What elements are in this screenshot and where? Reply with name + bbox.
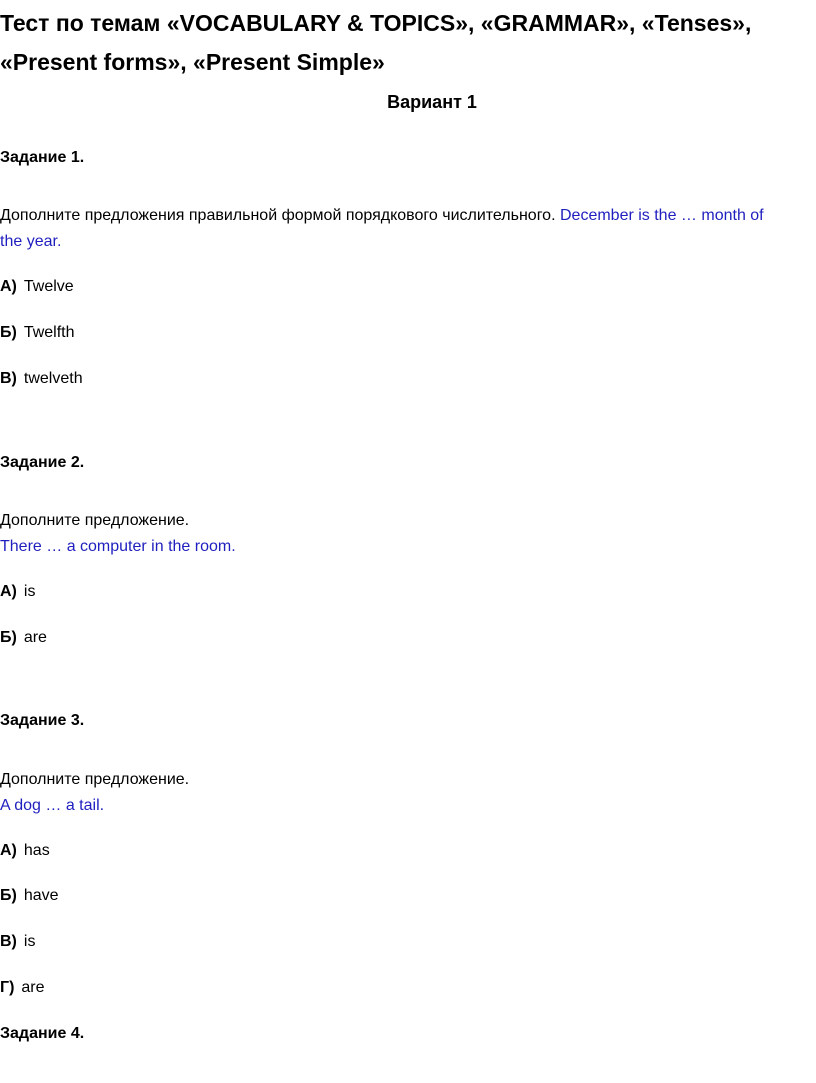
task-2-option-b[interactable] bbox=[0, 629, 47, 647]
task-2-instruction-block bbox=[0, 508, 770, 560]
task-1-option-c[interactable] bbox=[0, 370, 83, 388]
option-letter: Б) bbox=[0, 887, 17, 904]
task-3-option-d[interactable] bbox=[0, 979, 45, 997]
option-text: is bbox=[23, 933, 36, 950]
task-1-sentence-end: . bbox=[56, 233, 62, 250]
task-1-instruction: Дополните предложения правильной формой порядкового числительного. bbox=[0, 207, 556, 224]
option-letter: Б) bbox=[0, 324, 17, 341]
task-4-heading: Задание 4. bbox=[0, 1025, 85, 1042]
task-1-option-a[interactable] bbox=[0, 278, 74, 296]
option-letter: А) bbox=[0, 842, 17, 859]
task-2-instruction: Дополните предложение. bbox=[0, 512, 190, 529]
option-text: twelveth bbox=[23, 370, 83, 387]
task-3-option-c[interactable] bbox=[0, 933, 35, 951]
task-1-sentence: December is the … month of the year bbox=[0, 207, 764, 250]
task-1-heading: Задание 1. bbox=[0, 149, 85, 166]
task-2-sentence: There … a computer in the room. bbox=[0, 538, 236, 555]
option-letter: Г) bbox=[0, 979, 15, 996]
task-3-instruction: Дополните предложение. bbox=[0, 771, 190, 788]
task-3-instruction-block bbox=[0, 767, 770, 819]
option-text: is bbox=[23, 583, 36, 600]
option-letter: А) bbox=[0, 278, 17, 295]
option-letter: А) bbox=[0, 583, 17, 600]
option-text: have bbox=[23, 887, 59, 904]
variant-heading: Вариант 1 bbox=[387, 92, 477, 112]
task-1-option-b[interactable] bbox=[0, 324, 75, 342]
option-text: are bbox=[23, 629, 47, 646]
task-3-option-b[interactable] bbox=[0, 887, 59, 905]
option-text: Twelve bbox=[23, 278, 74, 295]
option-letter: Б) bbox=[0, 629, 17, 646]
task-3-heading: Задание 3. bbox=[0, 712, 85, 729]
task-1-instruction-block bbox=[0, 203, 770, 255]
option-letter: В) bbox=[0, 370, 17, 387]
document-title: Тест по темам «VOCABULARY & TOPICS», «GRAMMAR», «Tenses», «Present forms», «Present Simple» bbox=[0, 10, 752, 75]
option-letter: В) bbox=[0, 933, 17, 950]
option-text: Twelfth bbox=[23, 324, 75, 341]
task-2-heading: Задание 2. bbox=[0, 454, 85, 471]
option-text: has bbox=[23, 842, 50, 859]
task-3-option-a[interactable] bbox=[0, 842, 50, 860]
task-2-option-a[interactable] bbox=[0, 583, 35, 601]
task-3-sentence: A dog … a tail. bbox=[0, 797, 105, 814]
option-text: are bbox=[21, 979, 45, 996]
